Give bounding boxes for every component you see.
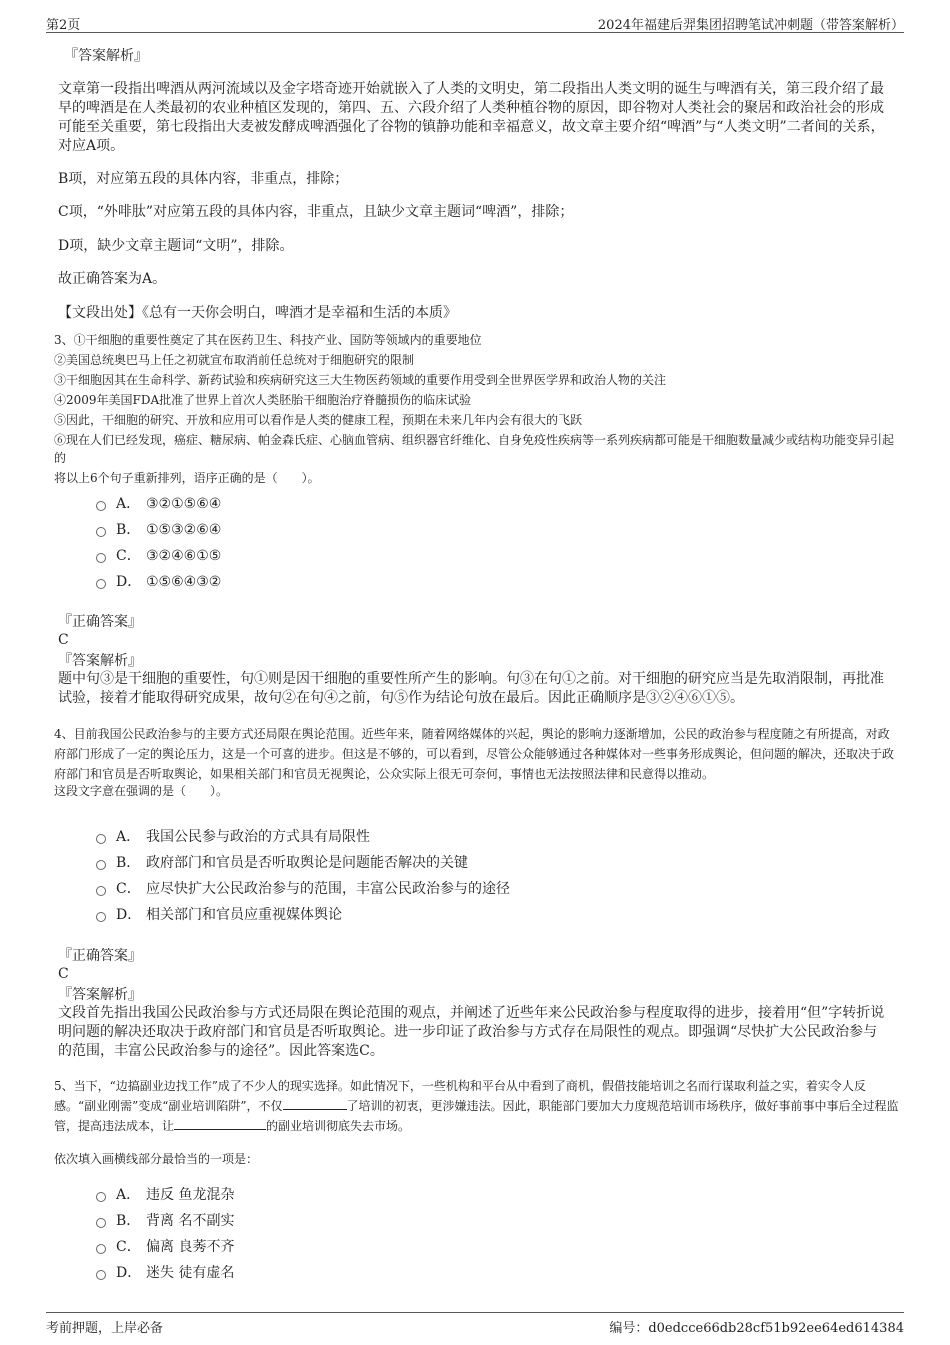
- sentence-6: ⑥现在人们已经发现，癌症、糖尿病、帕金森氏症、心脑血管病、组织器官纤维化、自身免疫性疾病等一系列疾病都可能是干细胞数量减少或结构功能变异引起的: [54, 433, 895, 465]
- option-b[interactable]: B． 政府部门和官员是否听取舆论是问题能否解决的关键: [96, 853, 468, 873]
- radio-icon[interactable]: [96, 886, 106, 896]
- option-c[interactable]: C． 应尽快扩大公民政治参与的范围，丰富公民政治参与的途径: [96, 879, 510, 899]
- analysis-tag: 『答案解析』: [58, 653, 142, 669]
- document-id: 编号：d0edcce66db28cf51b92ee64ed614384: [609, 1321, 904, 1336]
- radio-icon[interactable]: [96, 1244, 106, 1254]
- passage-source: 【文段出处】《总有一天你会明白，啤酒才是幸福和生活的本质》: [58, 305, 457, 321]
- question-stem: 4、目前我国公民政治参与的主要方式还局限在舆论范围。近些年来，随着网络媒体的兴起，舆论的影响力逐渐增加，公民的政治参与程度随之有所提高，对政府部门形成了一定的舆论压力，这是一个可喜的进步。但这是不够的，可以看到，尽管公众能够通过各种媒体对一些事务形成舆论，但问题的解决，还取决于政府部门和官员是否听取舆论，如果相关部门和官员无视舆论，公众实际上很无可奈何，事情也无法按照法律和民意得以推动。: [54, 727, 895, 781]
- sentence-2: ②美国总统奥巴马上任之初就宣布取消前任总统对于细胞研究的限制: [54, 353, 415, 367]
- blank-1: [283, 1097, 347, 1110]
- option-c[interactable]: C． ③②④⑥①⑤: [96, 546, 221, 566]
- analysis-tag: 『答案解析』: [64, 48, 148, 64]
- radio-icon[interactable]: [96, 860, 106, 870]
- sentence-3: ③干细胞因其在生命科学、新药试验和疾病研究这三大生物医药领域的重要作用受到全世界医学界和政治人物的关注: [54, 373, 667, 387]
- correct-answer: C: [58, 632, 69, 648]
- radio-icon[interactable]: [96, 1218, 106, 1228]
- analysis-option-c: C项，“外啡肽”对应第五段的具体内容，非重点，且缺少文章主题词“啤酒”，排除；: [58, 204, 574, 220]
- analysis-conclusion: 故正确答案为A。: [58, 271, 167, 287]
- analysis-text: 文章第一段指出啤酒从两河流域以及金字塔奇迹开始就嵌入了人类的文明史，第二段指出人类文明的诞生与啤酒有关，第三段介绍了最早的啤酒是在人类最初的农业种植区发现的，第四、五、六段介绍了人类种植谷物的原因，即谷物对人类社会的聚居和政治社会的形成可能至关重要，第七段指出大麦被发酵成啤酒强化了谷物的镇静功能和幸福意义，故文章主要介绍“啤酒”与“人类文明”二者间的关系，对应A项。: [58, 81, 885, 154]
- question-3: [54, 331, 899, 487]
- radio-icon[interactable]: [96, 912, 106, 922]
- option-d[interactable]: D． 相关部门和官员应重视媒体舆论: [96, 905, 342, 925]
- radio-icon[interactable]: [96, 579, 106, 589]
- option-b[interactable]: B． 背离 名不副实: [96, 1211, 234, 1231]
- option-a[interactable]: A． ③②①⑤⑥④: [96, 494, 221, 514]
- radio-icon[interactable]: [96, 553, 106, 563]
- question-ask: 将以上6个句子重新排列，语序正确的是（ ）。: [54, 471, 320, 485]
- question-5: 5、当下，“边搞副业边找工作”成了不少人的现实选择。如此情况下，一些机构和平台从中看到了商机，假借技能培训之名而行谋取利益之实，着实令人反感。“副业刚需”变成“副业培训陷阱”，不仅 了培训的初衷，更涉嫌违法。因此，职能部门要加大力度规范培训市场秩序，做好事前事中事后全过程监管，提高违法成本，让 的副业培训彻底失去市场。: [54, 1079, 899, 1133]
- radio-icon[interactable]: [96, 527, 106, 537]
- analysis-option-d: D项，缺少文章主题词“文明”，排除。: [58, 238, 294, 254]
- question-4: [54, 724, 899, 800]
- radio-icon[interactable]: [96, 501, 106, 511]
- question-stem: 5、当下，“边搞副业边找工作”成了不少人的现实选择。如此情况下，一些机构和平台从中看到了商机，假借技能培训之名而行谋取利益之实，着实令人反感。“副业刚需”变成“副业培训陷阱”，不仅: [54, 1079, 866, 1113]
- option-a[interactable]: A． 我国公民参与政治的方式具有局限性: [96, 827, 370, 847]
- page-number: 第2页: [46, 18, 81, 33]
- analysis-text: 文段首先指出我国公民政治参与方式还局限在舆论范围的观点，并阐述了近些年来公民政治参与程度取得的进步，接着用“但”字转折说明问题的解决还取决于政府部门和官员是否听取舆论。进一步印证了政治参与方式存在局限性的观点。即强调“尽快扩大公民政治参与的范围，丰富公民政治参与的途径”。因此答案选C。: [58, 1005, 885, 1059]
- question-ask: 依次填入画横线部分最恰当的一项是：: [54, 1152, 259, 1166]
- option-a[interactable]: A． 违反 鱼龙混杂: [96, 1185, 234, 1205]
- page-header: [46, 10, 904, 33]
- question-ask: 这段文字意在强调的是（ ）。: [54, 784, 229, 798]
- analysis-option-b: B项，对应第五段的具体内容，非重点，排除；: [58, 171, 349, 187]
- option-d[interactable]: D． ①⑤⑥④③②: [96, 572, 221, 592]
- footer-slogan: 考前押题，上岸必备: [46, 1321, 164, 1336]
- sentence-4: ④2009年美国FDA批准了世界上首次人类胚胎干细胞治疗脊髓损伤的临床试验: [54, 393, 472, 407]
- radio-icon[interactable]: [96, 1192, 106, 1202]
- question-stem: 3、①干细胞的重要性奠定了其在医药卫生、科技产业、国防等领域内的重要地位: [54, 333, 482, 347]
- radio-icon[interactable]: [96, 1270, 106, 1280]
- analysis-text: 题中句③是干细胞的重要性，句①则是因干细胞的重要性所产生的影响。句③在句①之前。对干细胞的研究应当是先取消限制，再批准试验，接着才能取得研究成果，故句②在句④之前，句⑤作为结论句放在最后。因此正确顺序是③②④⑥①⑤。: [58, 671, 884, 706]
- sentence-5: ⑤因此，干细胞的研究、开放和应用可以看作是人类的健康工程，预期在未来几年内会有很大的飞跃: [54, 413, 583, 427]
- answer-tag: 『正确答案』: [58, 948, 142, 964]
- option-b[interactable]: B． ①⑤③②⑥④: [96, 520, 221, 540]
- analysis-tag: 『答案解析』: [58, 987, 142, 1003]
- correct-answer: C: [58, 966, 69, 982]
- option-d[interactable]: D． 迷失 徒有虚名: [96, 1263, 234, 1283]
- answer-tag: 『正确答案』: [58, 614, 142, 630]
- blank-2: [174, 1117, 266, 1130]
- radio-icon[interactable]: [96, 834, 106, 844]
- page-footer: [46, 1312, 904, 1336]
- option-c[interactable]: C． 偏离 良莠不齐: [96, 1237, 234, 1257]
- document-title: 2024年福建后羿集团招聘笔试冲刺题（带答案解析）: [597, 18, 904, 33]
